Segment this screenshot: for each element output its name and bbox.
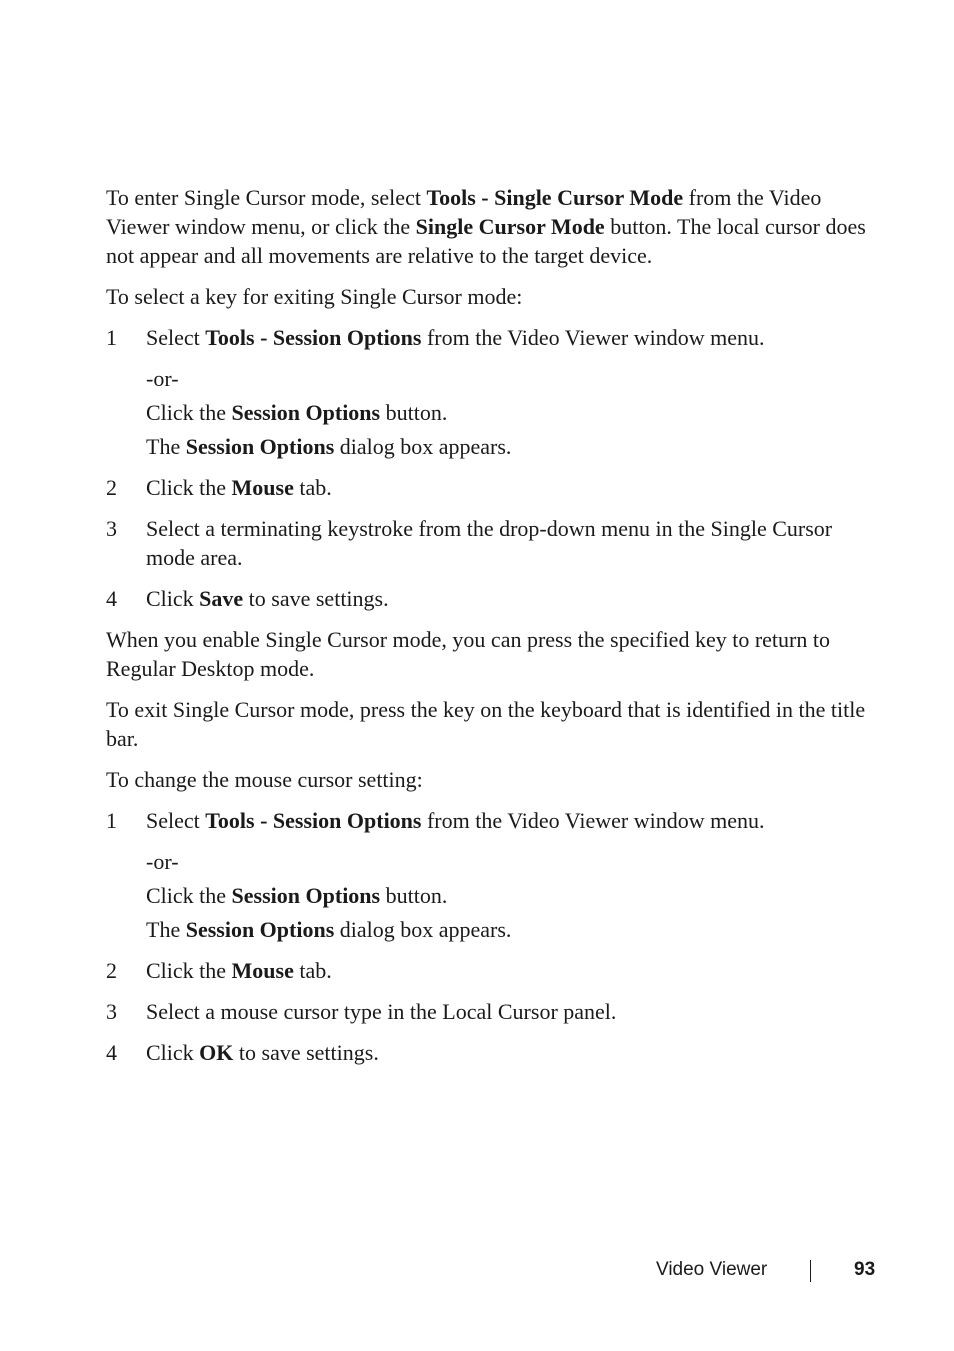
button-term: Session Options xyxy=(231,400,381,425)
text-run: dialog box appears. xyxy=(334,434,512,459)
text-run: Select a mouse cursor type in the Local Cursor panel. xyxy=(146,999,617,1024)
text-run: from the Video Viewer window menu, or click the xyxy=(106,185,822,239)
text-run: Click the xyxy=(146,958,232,983)
dialog-term: Session Options xyxy=(185,917,335,942)
text-run: button. xyxy=(380,400,448,425)
menu-path-term: Tools - Single Cursor Mode xyxy=(426,185,684,210)
text-run: to save settings. xyxy=(243,586,389,611)
menu-path-term: Tools - Session Options xyxy=(205,325,422,350)
text-run: tab. xyxy=(293,958,332,983)
step-number: 4 xyxy=(106,586,117,611)
intro-paragraph xyxy=(106,183,866,270)
text-run: from the Video Viewer window menu. xyxy=(421,325,765,350)
list1-step-3 xyxy=(106,514,866,572)
step-number: 1 xyxy=(106,325,117,350)
page-footer xyxy=(0,1258,954,1284)
text-run: button. The local cursor does not appear and all movements are relative to the target device. xyxy=(106,214,866,268)
menu-path-term: Tools - Session Options xyxy=(205,808,422,833)
text-run: The xyxy=(146,434,186,459)
text-run: Click the xyxy=(146,400,232,425)
text-run: Click the xyxy=(146,475,232,500)
list1-or: -or- xyxy=(146,366,179,391)
list1-step-4 xyxy=(106,584,866,613)
text-run: dialog box appears. xyxy=(334,917,512,942)
exit-key-heading: To select a key for exiting Single Cursor mode: xyxy=(106,284,523,309)
button-term: Session Options xyxy=(231,883,381,908)
step-number: 2 xyxy=(106,475,117,500)
list2-step-4 xyxy=(106,1038,866,1067)
footer-divider xyxy=(810,1260,811,1282)
step-number: 2 xyxy=(106,958,117,983)
text-run: Select a terminating keystroke from the drop-down menu in the Single Cursor mode area. xyxy=(146,516,833,570)
list2-click-button xyxy=(106,881,866,910)
step-number: 3 xyxy=(106,999,117,1024)
list1-click-button xyxy=(106,398,866,427)
list1-dialog-appears xyxy=(106,432,866,461)
text-run: To enter Single Cursor mode, select xyxy=(106,185,427,210)
list1-step-2 xyxy=(106,473,866,502)
text-run: Select xyxy=(146,808,206,833)
step-number: 1 xyxy=(106,808,117,833)
exit-mode-paragraph: To exit Single Cursor mode, press the key on the keyboard that is identified in the title bar. xyxy=(106,697,866,751)
list2-or: -or- xyxy=(146,849,179,874)
button-term: Single Cursor Mode xyxy=(415,214,605,239)
list2-dialog-appears xyxy=(106,915,866,944)
list2-step-2 xyxy=(106,956,866,985)
button-term: Save xyxy=(199,586,244,611)
page-number: 93 xyxy=(854,1259,876,1280)
dialog-term: Session Options xyxy=(185,434,335,459)
list2-step-1 xyxy=(106,806,866,835)
step-number: 4 xyxy=(106,1040,117,1065)
tab-term: Mouse xyxy=(231,475,294,500)
list2-step-3 xyxy=(106,997,866,1026)
text-run: Select xyxy=(146,325,206,350)
text-run: button. xyxy=(380,883,448,908)
text-run: Click xyxy=(146,586,200,611)
text-run: Click the xyxy=(146,883,232,908)
list1-step-1 xyxy=(106,323,866,352)
enable-mode-paragraph: When you enable Single Cursor mode, you can press the specified key to return to Regular Desktop mode. xyxy=(106,627,830,681)
tab-term: Mouse xyxy=(231,958,294,983)
text-run: from the Video Viewer window menu. xyxy=(421,808,765,833)
text-run: to save settings. xyxy=(233,1040,379,1065)
section-title: Video Viewer xyxy=(656,1259,768,1280)
text-run: tab. xyxy=(293,475,332,500)
change-cursor-heading: To change the mouse cursor setting: xyxy=(106,767,423,792)
text-run: The xyxy=(146,917,186,942)
step-number: 3 xyxy=(106,516,117,541)
text-run: Click xyxy=(146,1040,200,1065)
button-term: OK xyxy=(199,1040,234,1065)
document-body xyxy=(106,183,866,1079)
